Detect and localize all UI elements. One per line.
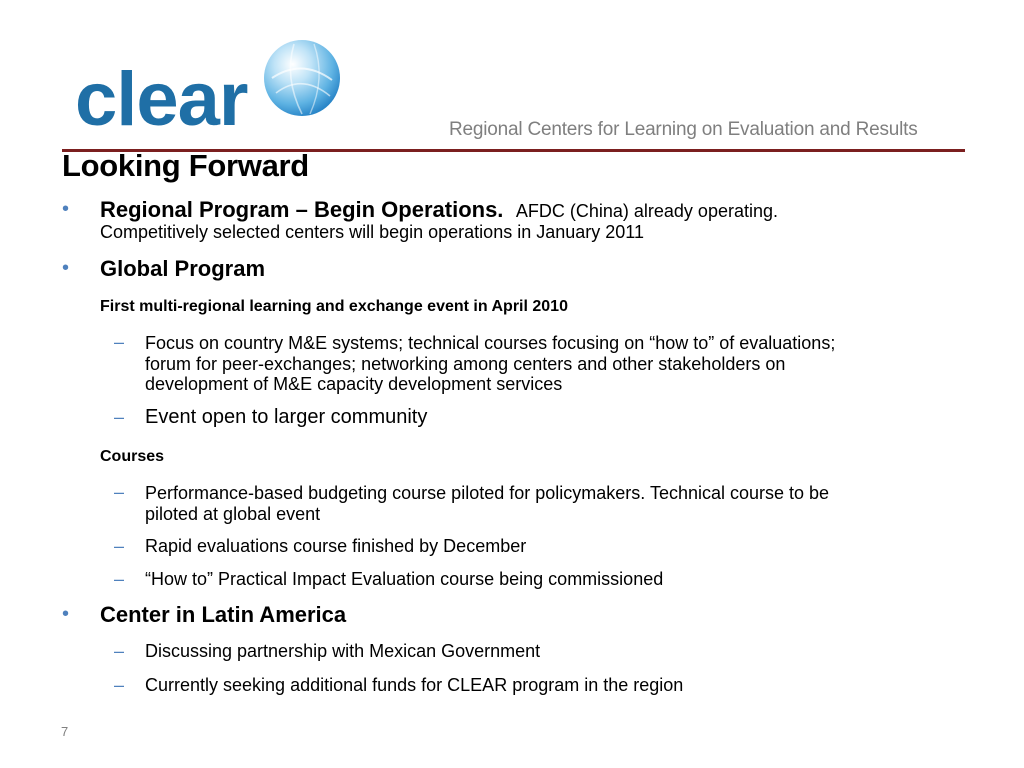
event-item-line: forum for peer-exchanges; networking among centers and other stakeholders on (145, 353, 786, 374)
course-item: Rapid evaluations course finished by December (145, 536, 527, 556)
course-item-line: Performance-based budgeting course piloted for policymakers. Technical course to be (145, 483, 830, 503)
slide-title: Looking Forward (62, 148, 309, 183)
dash-icon: – (114, 407, 125, 427)
dash-icon: – (114, 569, 125, 589)
event-item-line: Focus on country M&E systems; technical courses focusing on “how to” of evaluations; (145, 333, 836, 353)
dash-icon: – (114, 675, 125, 695)
globe-orb-icon (262, 38, 342, 118)
bullet-icon: • (62, 257, 70, 279)
regional-program-text-2: Competitively selected centers will begin operations in January 2011 (100, 222, 644, 242)
latam-heading: Center in Latin America (100, 602, 347, 627)
course-item (145, 483, 829, 524)
clear-logo-text: clear (75, 57, 248, 142)
event-item-line: development of M&E capacity development services (145, 374, 563, 394)
regional-program-item (100, 197, 778, 223)
global-program-heading: Global Program (100, 256, 266, 281)
course-item: “How to” Practical Impact Evaluation course being commissioned (145, 569, 664, 589)
event-item: Event open to larger community (145, 406, 428, 428)
course-item-line: piloted at global event (145, 503, 321, 524)
regional-program-heading: Regional Program – Begin Operations. (100, 197, 504, 222)
courses-subheading: Courses (100, 448, 165, 465)
dash-icon: – (114, 482, 125, 502)
page-number: 7 (61, 724, 69, 739)
bullet-icon: • (62, 603, 70, 625)
dash-icon: – (114, 332, 125, 352)
latam-item: Currently seeking additional funds for CLEAR program in the region (145, 675, 684, 695)
bullet-icon: • (62, 198, 70, 220)
dash-icon: – (114, 641, 125, 661)
latam-item: Discussing partnership with Mexican Government (145, 641, 541, 661)
event-item (145, 333, 835, 395)
regional-program-text: AFDC (China) already operating. (515, 201, 778, 221)
dash-icon: – (114, 536, 125, 556)
event-subheading: First multi-regional learning and exchange event in April 2010 (100, 298, 568, 315)
header-tagline: Regional Centers for Learning on Evaluation and Results (449, 119, 918, 140)
